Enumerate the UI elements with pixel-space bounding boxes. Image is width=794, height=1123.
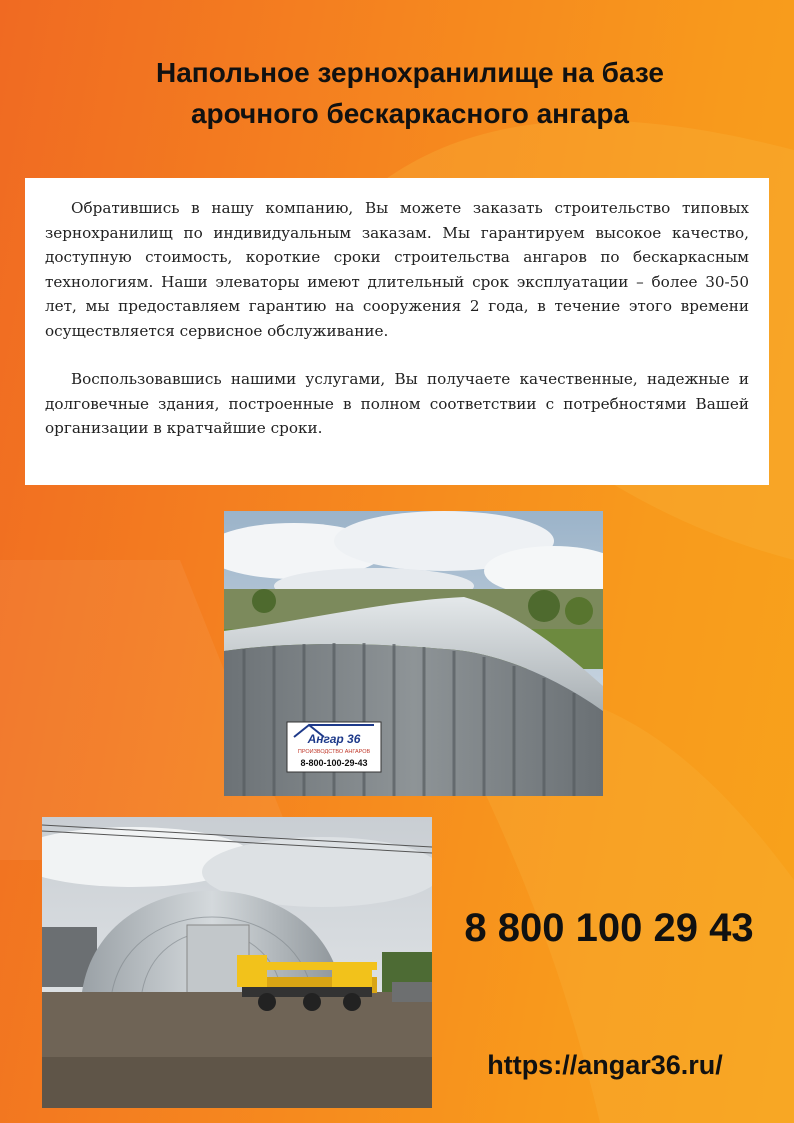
contact-website-link[interactable]: https://angar36.ru/ <box>487 1050 723 1080</box>
title-line-2: арочного бескаркасного ангара <box>190 98 630 129</box>
sign-phone: 8-800-100-29-43 <box>300 758 368 768</box>
description-paragraph-1: Обратившись в нашу компанию, Вы можете заказать строительство типовых зернохранилищ по индивидуальным заказам. Мы гарантируем высокое качество, доступную стоимость, короткие сроки строительства ангаров по бескаркасным технологиям. Наши элеваторы имеют длительный срок эксплуатации – более 30-50 лет, мы предоставляем гарантию на сооружения 2 года, в течение этого времени осуществляется сервисное обслуживание. <box>45 199 749 340</box>
hangar-roof-photo <box>224 511 603 796</box>
sign-subtitle: ПРОИЗВОДСТВО АНГАРОВ <box>297 749 371 755</box>
description-box <box>25 178 769 485</box>
description-paragraph-2: Воспользовавшись нашими услугами, Вы получаете качественные, надежные и долговечные здания, построенные в полном соответствии с потребностями Вашей организации в кратчайшие сроки. <box>45 370 749 437</box>
hangar-crane-photo <box>42 817 432 1108</box>
page-title <box>60 52 760 134</box>
contact-phone[interactable]: 8 800 100 29 43 <box>464 906 754 950</box>
sign-brand: Ангар 36 <box>307 732 361 746</box>
title-line-1: Напольное зернохранилище на базе <box>156 57 664 88</box>
